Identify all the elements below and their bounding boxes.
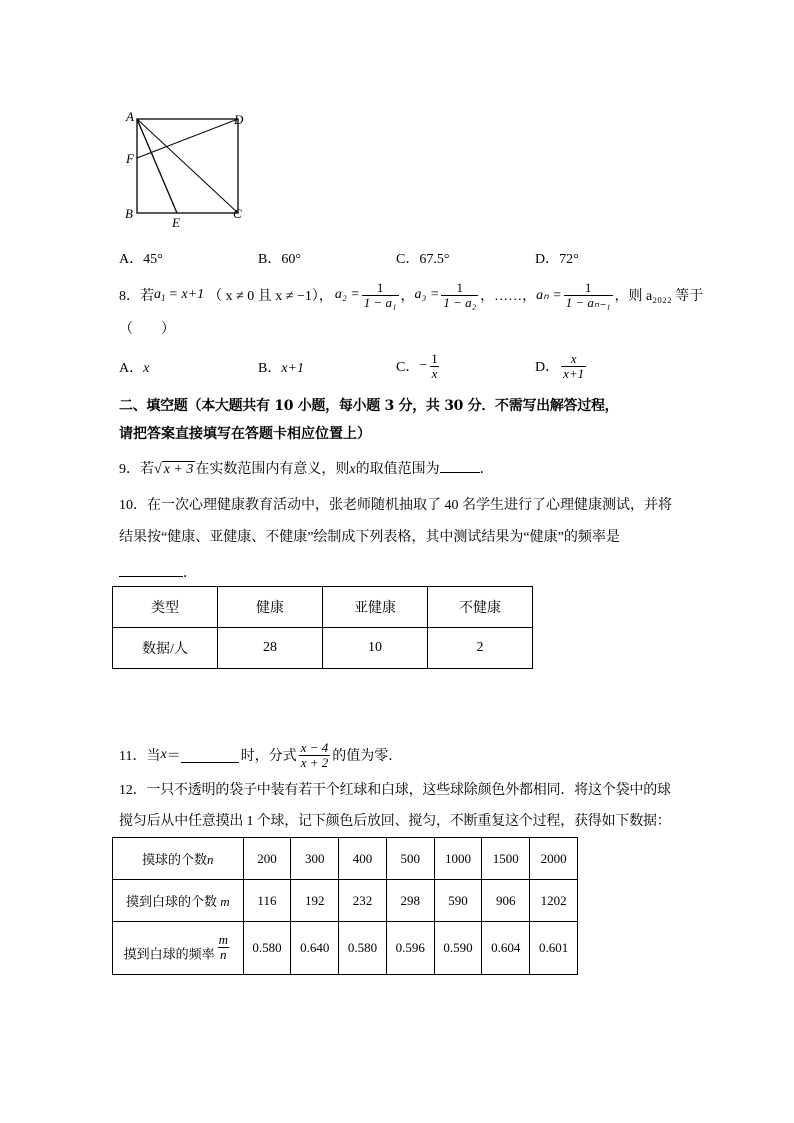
q8-option-a: A．x bbox=[119, 361, 150, 376]
q8-option-b: B．x+1 bbox=[258, 361, 305, 376]
label-c: C bbox=[233, 206, 242, 221]
q10-answer-line: ． bbox=[119, 562, 197, 584]
health-table bbox=[112, 586, 533, 669]
cell-n: 400 bbox=[339, 838, 387, 880]
header-subhealthy: 亚健康 bbox=[323, 587, 428, 628]
row-header-freq: 摸到白球的频率 $\frac{m}{n}$ bbox=[113, 922, 244, 975]
header-healthy: 健康 bbox=[218, 587, 323, 628]
cell-m: 906 bbox=[482, 880, 530, 922]
row-header-m: 摸到白球的个数 m bbox=[113, 880, 244, 922]
cell-freq: 0.580 bbox=[339, 922, 387, 975]
cell-freq: 0.604 bbox=[482, 922, 530, 975]
label-b: B bbox=[125, 206, 133, 221]
cell-m: 590 bbox=[434, 880, 482, 922]
cell-n: 200 bbox=[243, 838, 291, 880]
cell-m: 298 bbox=[386, 880, 434, 922]
q7-option-b: B．60° bbox=[258, 252, 301, 267]
cell-n: 1500 bbox=[482, 838, 530, 880]
section2-heading-line2: 请把答案直接填写在答题卡相应位置上） bbox=[119, 426, 371, 442]
cell-freq: 0.596 bbox=[386, 922, 434, 975]
label-e: E bbox=[172, 215, 180, 230]
cell-unhealthy: 2 bbox=[428, 628, 533, 669]
row-label-count: 数据/人 bbox=[113, 628, 218, 669]
q9-answer-blank[interactable] bbox=[440, 472, 480, 473]
q12-line1: 12．一只不透明的袋子中装有若干个红球和白球，这些球除颜色外都相同．将这个袋中的球 bbox=[119, 783, 671, 798]
q10-line1: 10．在一次心理健康教育活动中，张老师随机抽取了 40 名学生进行了心理健康测试，并将 bbox=[119, 498, 672, 513]
header-unhealthy: 不健康 bbox=[428, 587, 533, 628]
cell-subhealthy: 10 bbox=[323, 628, 428, 669]
q12-line2: 搅匀后从中任意摸出 1 个球，记下颜色后放回、搅匀，不断重复这个过程，获得如下数据： bbox=[119, 814, 671, 829]
cell-n: 300 bbox=[291, 838, 339, 880]
cell-m: 1202 bbox=[530, 880, 578, 922]
q10-answer-blank[interactable] bbox=[119, 562, 183, 577]
q8-option-d: D． $\frac{x}{x+1}$ bbox=[535, 350, 585, 381]
cell-n: 2000 bbox=[530, 838, 578, 880]
q7-option-a: A．45° bbox=[119, 252, 163, 267]
row-header-n: 摸球的个数n bbox=[113, 838, 244, 880]
q7-option-c: C．67.5° bbox=[396, 252, 450, 267]
square-abcd-figure bbox=[110, 100, 270, 235]
label-f: F bbox=[126, 151, 134, 166]
q9-text: 9．若√ x + 3 在实数范围内有意义，则x的取值范围为 ． bbox=[119, 462, 494, 477]
cell-n: 500 bbox=[386, 838, 434, 880]
cell-freq: 0.601 bbox=[530, 922, 578, 975]
q8-stem: 8． 若 $a_1$ = x+1 （ x ≠ 0 且 x ≠ −1）， a₂ = $\frac{1}{\text{1 − a₁}}$ ， a₃ = $\frac{1}{\text{1 − a₂}}$ ，……， aₙ = $\frac{1}{\text{1 − aₙ₋₁}}$ ，则 a₂₀₂₂ 等于 bbox=[119, 279, 704, 310]
label-d: D bbox=[234, 112, 244, 127]
cell-m: 232 bbox=[339, 880, 387, 922]
label-a: A bbox=[126, 109, 134, 124]
ball-draw-table bbox=[112, 837, 578, 975]
q8-option-c: C． − $\frac{1}{x}$ bbox=[396, 350, 438, 381]
header-type: 类型 bbox=[113, 587, 218, 628]
cell-freq: 0.640 bbox=[291, 922, 339, 975]
cell-freq: 0.590 bbox=[434, 922, 482, 975]
q11-answer-blank[interactable] bbox=[181, 748, 239, 763]
section2-heading-line1: 二、填空题（本大题共有 10 小题，每小题 3 分，共 30 分．不需写出解答过程， bbox=[119, 398, 619, 414]
q8-answer-paren: （ ） bbox=[119, 322, 175, 337]
cell-m: 192 bbox=[291, 880, 339, 922]
q7-option-d: D．72° bbox=[535, 252, 579, 267]
cell-n: 1000 bbox=[434, 838, 482, 880]
cell-freq: 0.580 bbox=[243, 922, 291, 975]
cell-m: 116 bbox=[243, 880, 291, 922]
cell-healthy: 28 bbox=[218, 628, 323, 669]
q10-line2: 结果按“健康、亚健康、不健康”绘制成下列表格，其中测试结果为“健康”的频率是 bbox=[119, 530, 620, 545]
q11-text: 11．当 x ＝ 时，分式 $\frac{x - 4}{x + 2}$ 的值为零． bbox=[119, 739, 403, 770]
